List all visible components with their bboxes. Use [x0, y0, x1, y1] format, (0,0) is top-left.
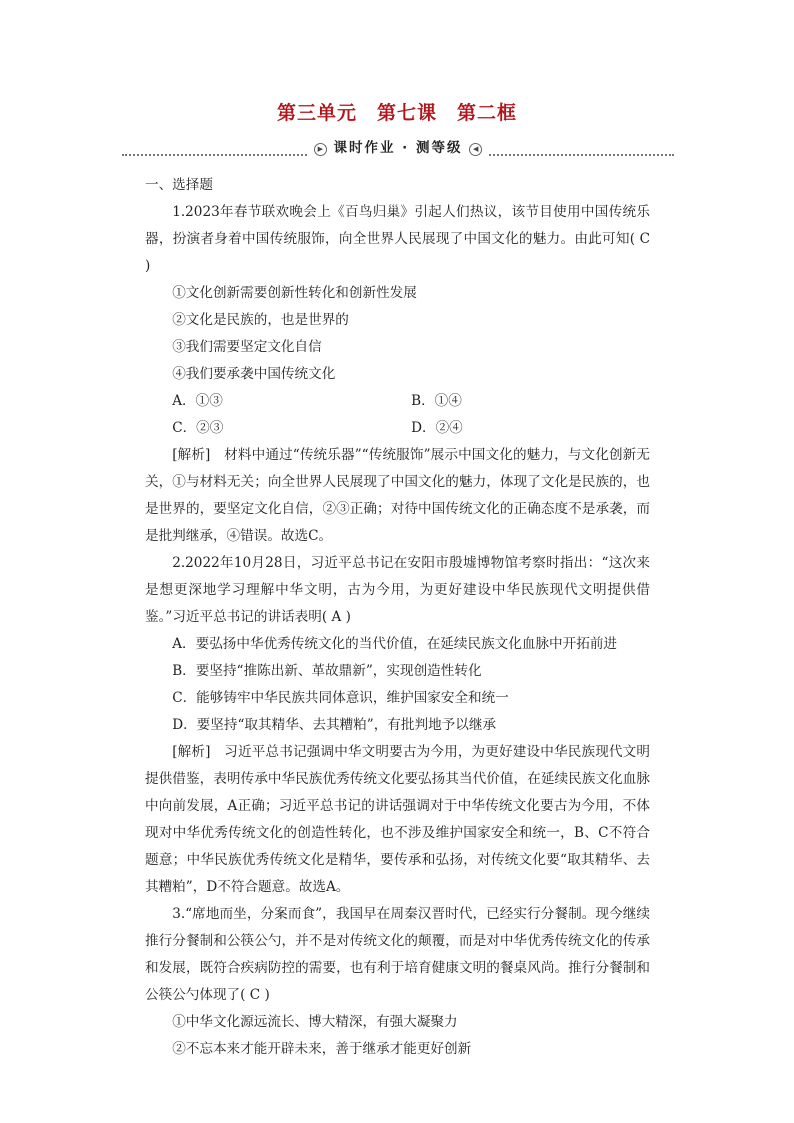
q2-analysis: [解析] 习近平总书记强调中华文明要古为今用，为更好建设中华民族现代文明提供借鉴，表明传承中华民族优秀传统文化要弘扬其当代价值，在延续民族文化血脉中向前发展，A正确；习近平总书记的讲话强调对于中华传统文化要古为今用，不体现对中华优秀传统文化的创造性转化，也不涉及维护国家安全和统一，B、C不符合题意；中华民族优秀传统文化是精华，要传承和弘扬，对传统文化要“取其精华、去其糟粕”，D不符合题意。故选A。: [145, 744, 650, 895]
q1-option-2: ②文化是民族的，也是世界的: [172, 312, 349, 328]
q3-stem: 3.“席地而坐，分案而食”，我国早在周秦汉晋时代，已经实行分餐制。现今继续推行分餐制和公筷公勺，并不是对传统文化的颠覆，而是对中华优秀传统文化的传承和发展，既符合疾病防控的需要，也有利于培育健康文明的餐桌风尚。推行分餐制和公筷公勺体现了( C ): [145, 906, 650, 1003]
q3-option-1: ①中华文化源远流长、博大精深，有强大凝聚力: [172, 1014, 458, 1030]
q1-stem: 1.2023年春节联欢晚会上《百鸟归巢》引起人们热议，该节目使用中国传统乐器，扮演者身着中国传统服饰，向全世界人民展现了中国文化的魅力。由此可知( C ): [145, 204, 650, 274]
q2-choice-a: A．要弘扬中华优秀传统文化的当代价值，在延续民族文化血脉中开拓前进: [172, 636, 618, 652]
q1-choice-d: D．②④: [411, 420, 463, 436]
q1-analysis: [解析] 材料中通过“传统乐器”“传统服饰”展示中国文化的魅力，与文化创新无关，①与材料无关；向全世界人民展现了中国文化的魅力，体现了文化是民族的，也是世界的，要坚定文化自信，②③正确；对待中国传统文化的正确态度不是承袭，而是批判继承，④错误。故选C。: [145, 447, 650, 544]
q1-choices-row-1: [145, 388, 650, 415]
document-body: [145, 172, 650, 1063]
q1-choice-a: A．①③: [172, 393, 223, 409]
q1-option-4: ④我们要承袭中国传统文化: [172, 366, 336, 382]
q2-choice-b: B．要坚持“推陈出新、革故鼎新”，实现创造性转化: [172, 663, 482, 679]
q3-option-2: ②不忘本来才能开辟未来，善于继承才能更好创新: [172, 1041, 472, 1057]
section-banner: [122, 136, 674, 158]
play-left-icon: ◀: [469, 143, 482, 156]
q1-option-1: ①文化创新需要创新性转化和创新性发展: [172, 285, 417, 301]
q1-option-3: ③我们需要坚定文化自信: [172, 339, 322, 355]
banner-label: 课时作业 · 测等级: [333, 140, 463, 156]
q1-choice-c: C．②③: [172, 420, 224, 436]
q1-choices-row-2: [145, 415, 650, 442]
q2-choice-d: D．要坚持“取其精华、去其糟粕”，有批判地予以继承: [172, 717, 497, 733]
play-right-icon: ▶: [314, 143, 327, 156]
section-heading: 一、选择题: [145, 177, 213, 193]
q2-stem: 2.2022年10月28日，习近平总书记在安阳市殷墟博物馆考察时指出：“这次来是想更深地学习理解中华文明，古为今用，为更好建设中华民族现代文明提供借鉴。”习近平总书记的讲话表明( A ): [145, 555, 650, 625]
q2-choice-c: C．能够铸牢中华民族共同体意识，维护国家安全和统一: [172, 690, 509, 706]
page-title: 第三单元 第七课 第二框: [276, 102, 517, 124]
q1-choice-b: B．①④: [411, 393, 462, 409]
